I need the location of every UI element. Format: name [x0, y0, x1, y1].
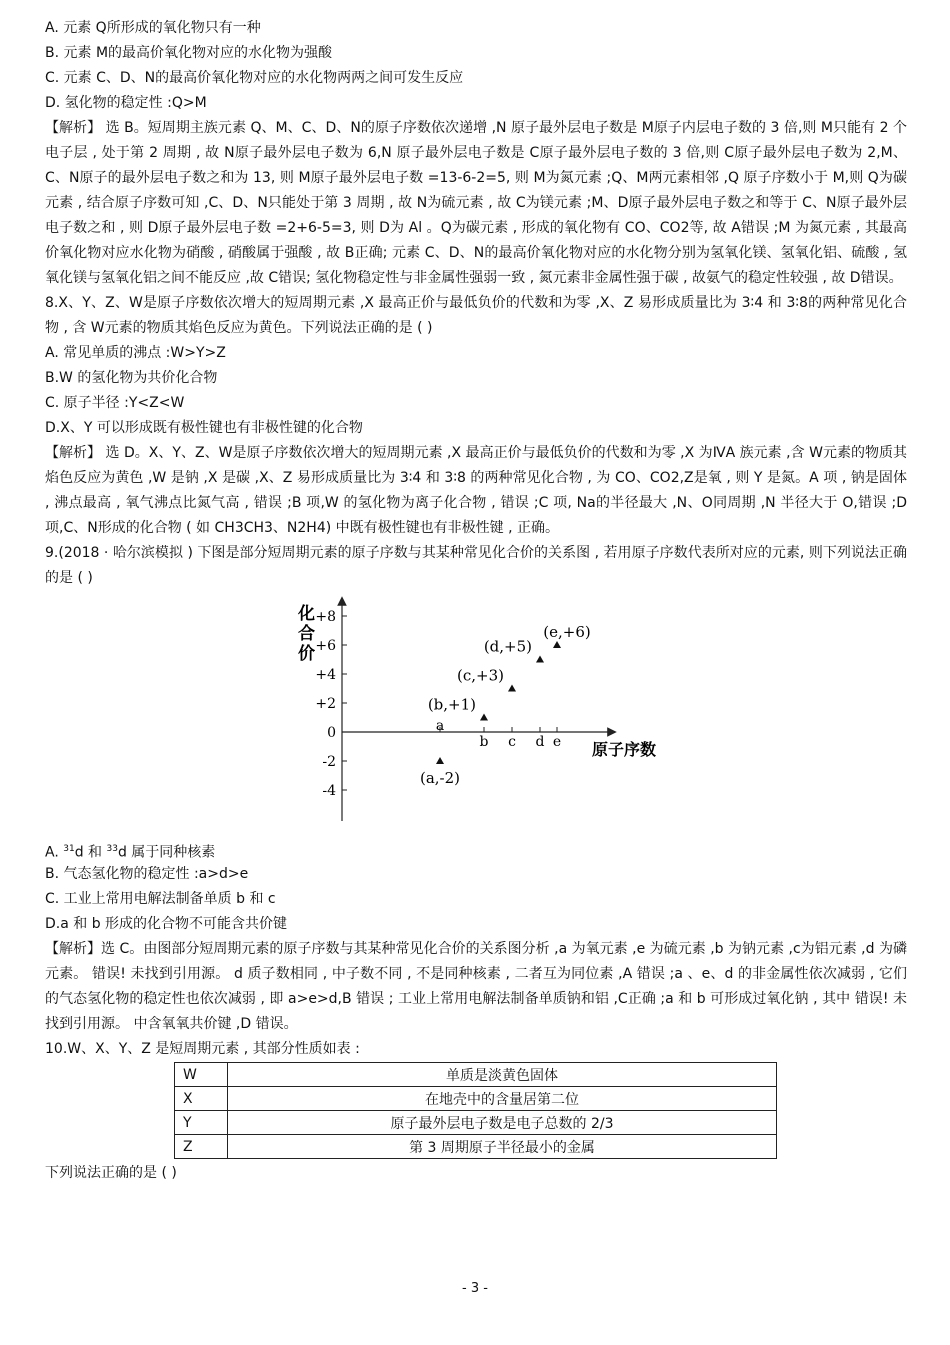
data-label-a: (a,-2) [419, 769, 461, 787]
valence-chart-svg [282, 593, 682, 833]
table-value: 在地壳中的含量居第二位 [228, 1087, 777, 1111]
table-value: 第 3 周期原子半径最小的金属 [228, 1135, 777, 1159]
table-key: W [175, 1063, 228, 1087]
table-key: Z [175, 1135, 228, 1159]
q10-stem: 10.W、X、Y、Z 是短周期元素 , 其部分性质如表 : [45, 1041, 360, 1057]
q7-option-b: B. 元素 M的最高价氧化物对应的水化物为强酸 [45, 45, 333, 61]
table-row [175, 1111, 777, 1135]
q9-analysis: 【解析】选 C。由图部分短周期元素的原子序数与其某种常见化合价的关系图分析 ,a 为氧元素 ,e 为硫元素 ,b 为钠元素 ,c为铝元素 ,d 为磷元素。 错误! 未找到引用源。 d 质子数相同 , 中子数不同 , 不是同种核素 , 二者互为同位素 ,A 错误 ;a 、e、d 的非金属性依次减弱 , 它们的气态氢化物的稳定性也依次减弱 , 即 a>e>d,B 错误 ; 工业上常用电解法制备单质钠和铝 ,C正确 ;a 和 b 可形成过氧化钠 , 其中 错误! 未找到引用源。 中含氧氧共价键 ,D 错误。 [45, 941, 907, 1032]
q9-option-a-suffix: d 属于同种核素 [117, 844, 216, 861]
data-point-d [536, 656, 544, 663]
data-point-c [508, 685, 516, 692]
q9-stem: 9.(2018 · 哈尔滨模拟 ) 下图是部分短周期元素的原子序数与其某种常见化合价的关系图 , 若用原子序数代表所对应的元素, 则下列说法正确的是 ( ) [45, 545, 907, 586]
valence-chart [45, 593, 907, 833]
data-point-b [480, 714, 488, 721]
q8-option-a: A. 常见单质的沸点 :W>Y>Z [45, 345, 226, 361]
q9-option-a [45, 837, 907, 862]
q8-analysis: 【解析】 选 D。X、Y、Z、W是原子序数依次增大的短周期元素 ,X 最高正价与最低负价的代数和为零 ,X 为ⅣA 族元素 ,含 W元素的物质其焰色反应为黄色 ,W 是钠 ,X 是碳 ,X、Z 易形成质量比为 3∶4 和 3∶8 的两种常见化合物 , 为 CO、CO2,Z是氧 , 则 Y 是氮。A 项 , 钠是固体 , 沸点最高 , 氧气沸点比氮气高 , 错误 ;B 项,W 的氢化物为离子化合物 , 错误 ;C 项, Na的半径最大 ,N、O同周期 ,N 半径大于 O,错误 ;D 项,C、N形成的化合物 ( 如 CH3CH3、N2H4) 中既有极性键也有非极性键 , 正确。 [45, 445, 907, 536]
data-point-a [436, 757, 444, 764]
q7-option-d: D. 氢化物的稳定性 :Q>M [45, 95, 207, 111]
q7-option-c: C. 元素 C、D、N的最高价氧化物对应的水化物两两之间可发生反应 [45, 70, 464, 86]
data-label-d: (d,+5) [483, 637, 532, 656]
data-label-b: (b,+1) [427, 695, 476, 714]
y-tick-label: +8 [315, 609, 336, 625]
table-key: Y [175, 1111, 228, 1135]
y-tick-label: -4 [322, 783, 336, 799]
x-tick-label: c [508, 734, 516, 750]
q8-stem: 8.X、Y、Z、W是原子序数依次增大的短周期元素 ,X 最高正价与最低负价的代数和为零 ,X、Z 易形成质量比为 3∶4 和 3∶8的两种常见化合物 , 含 W元素的物质其焰色反应为黄色。下列说法正确的是 ( ) [45, 295, 907, 336]
y-tick-label: -2 [322, 754, 336, 770]
table-value: 单质是淡黄色固体 [228, 1063, 777, 1087]
q7-option-a: A. 元素 Q所形成的氧化物只有一种 [45, 20, 261, 36]
y-tick-label: 0 [327, 725, 336, 741]
q9-option-c: C. 工业上常用电解法制备单质 b 和 c [45, 891, 276, 907]
y-tick-label: +2 [315, 696, 336, 712]
q9-option-a-prefix: A. [45, 844, 64, 861]
table-row [175, 1135, 777, 1159]
x-axis-label: 原子序数 [592, 740, 657, 759]
x-tick-label: a [435, 718, 445, 734]
x-tick-label: b [479, 734, 489, 750]
q8-option-c: C. 原子半径 :Y<Z<W [45, 395, 185, 411]
y-tick-label: +4 [315, 667, 336, 683]
table-key: X [175, 1087, 228, 1111]
q8-option-b: B.W 的氢化物为共价化合物 [45, 370, 218, 386]
data-point-e [553, 641, 561, 648]
q9-option-a-mid: d 和 [74, 844, 107, 861]
data-label-e: (e,+6) [543, 623, 591, 641]
q7-analysis: 【解析】 选 B。短周期主族元素 Q、M、C、D、N的原子序数依次递增 ,N 原子最外层电子数是 M原子内层电子数的 3 倍,则 M只能有 2 个电子层 , 处于第 2 周期 , 故 N原子最外层电子数为 6,N 原子最外层电子数是 C原子最外层电子数的 3 倍,则 C原子最外层电子数为 2,M、C、N原子的最外层电子数之和为 13, 则 M原子最外层电子数 =13-6-2=5, 则 M为氮元素 ;Q、M两元素相邻 ,Q 原子序数小于 M,则 Q为碳元素 , 结合原子序数可知 ,C、D、N只能处于第 3 周期 , 故 N为硫元素 , 故 C为镁元素 ;M、D原子最外层电子数之和等于 C、N原子最外层电子数之和 , 则 D原子最外层电子数 =2+6-5=3, 则 D为 Al 。Q为碳元素 , 形成的氧化物有 CO、CO2等, 故 A错误 ;M 为氮元素 , 其最高价氧化物对应水化物为硝酸 , 硝酸属于强酸 , 故 B正确; 元素 C、D、N的最高价氧化物对应的水化物分别为氢氧化镁、氢氧化铝、硫酸 , 氢氧化镁与氢氧化铝之间不能反应 ,故 C错误; 氢化物稳定性与非金属性强弱一致 , 氮元素非金属性强于碳 , 故氨气的稳定性较强 , 故 D错误。 [45, 120, 907, 286]
table-row [175, 1063, 777, 1087]
table-row [175, 1087, 777, 1111]
page-number: - 3 - [462, 1281, 488, 1296]
table-value: 原子最外层电子数是电子总数的 2/3 [228, 1111, 777, 1135]
q9-option-b: B. 气态氢化物的稳定性 :a>d>e [45, 866, 249, 882]
q9-option-a-mass2: 33 [106, 844, 118, 854]
x-tick-label: d [535, 734, 545, 750]
x-tick-label: e [552, 734, 562, 750]
page-content [45, 16, 907, 1186]
y-tick-label: +6 [315, 638, 336, 654]
q10-question: 下列说法正确的是 ( ) [45, 1165, 177, 1181]
q9-option-a-mass1: 31 [63, 844, 75, 854]
y-axis-label: 化合价 [298, 604, 315, 664]
q10-properties-table [174, 1062, 777, 1159]
data-label-c: (c,+3) [457, 666, 504, 685]
q8-option-d: D.X、Y 可以形成既有极性键也有非极性键的化合物 [45, 420, 363, 436]
q9-option-d: D.a 和 b 形成的化合物不可能含共价键 [45, 916, 288, 932]
